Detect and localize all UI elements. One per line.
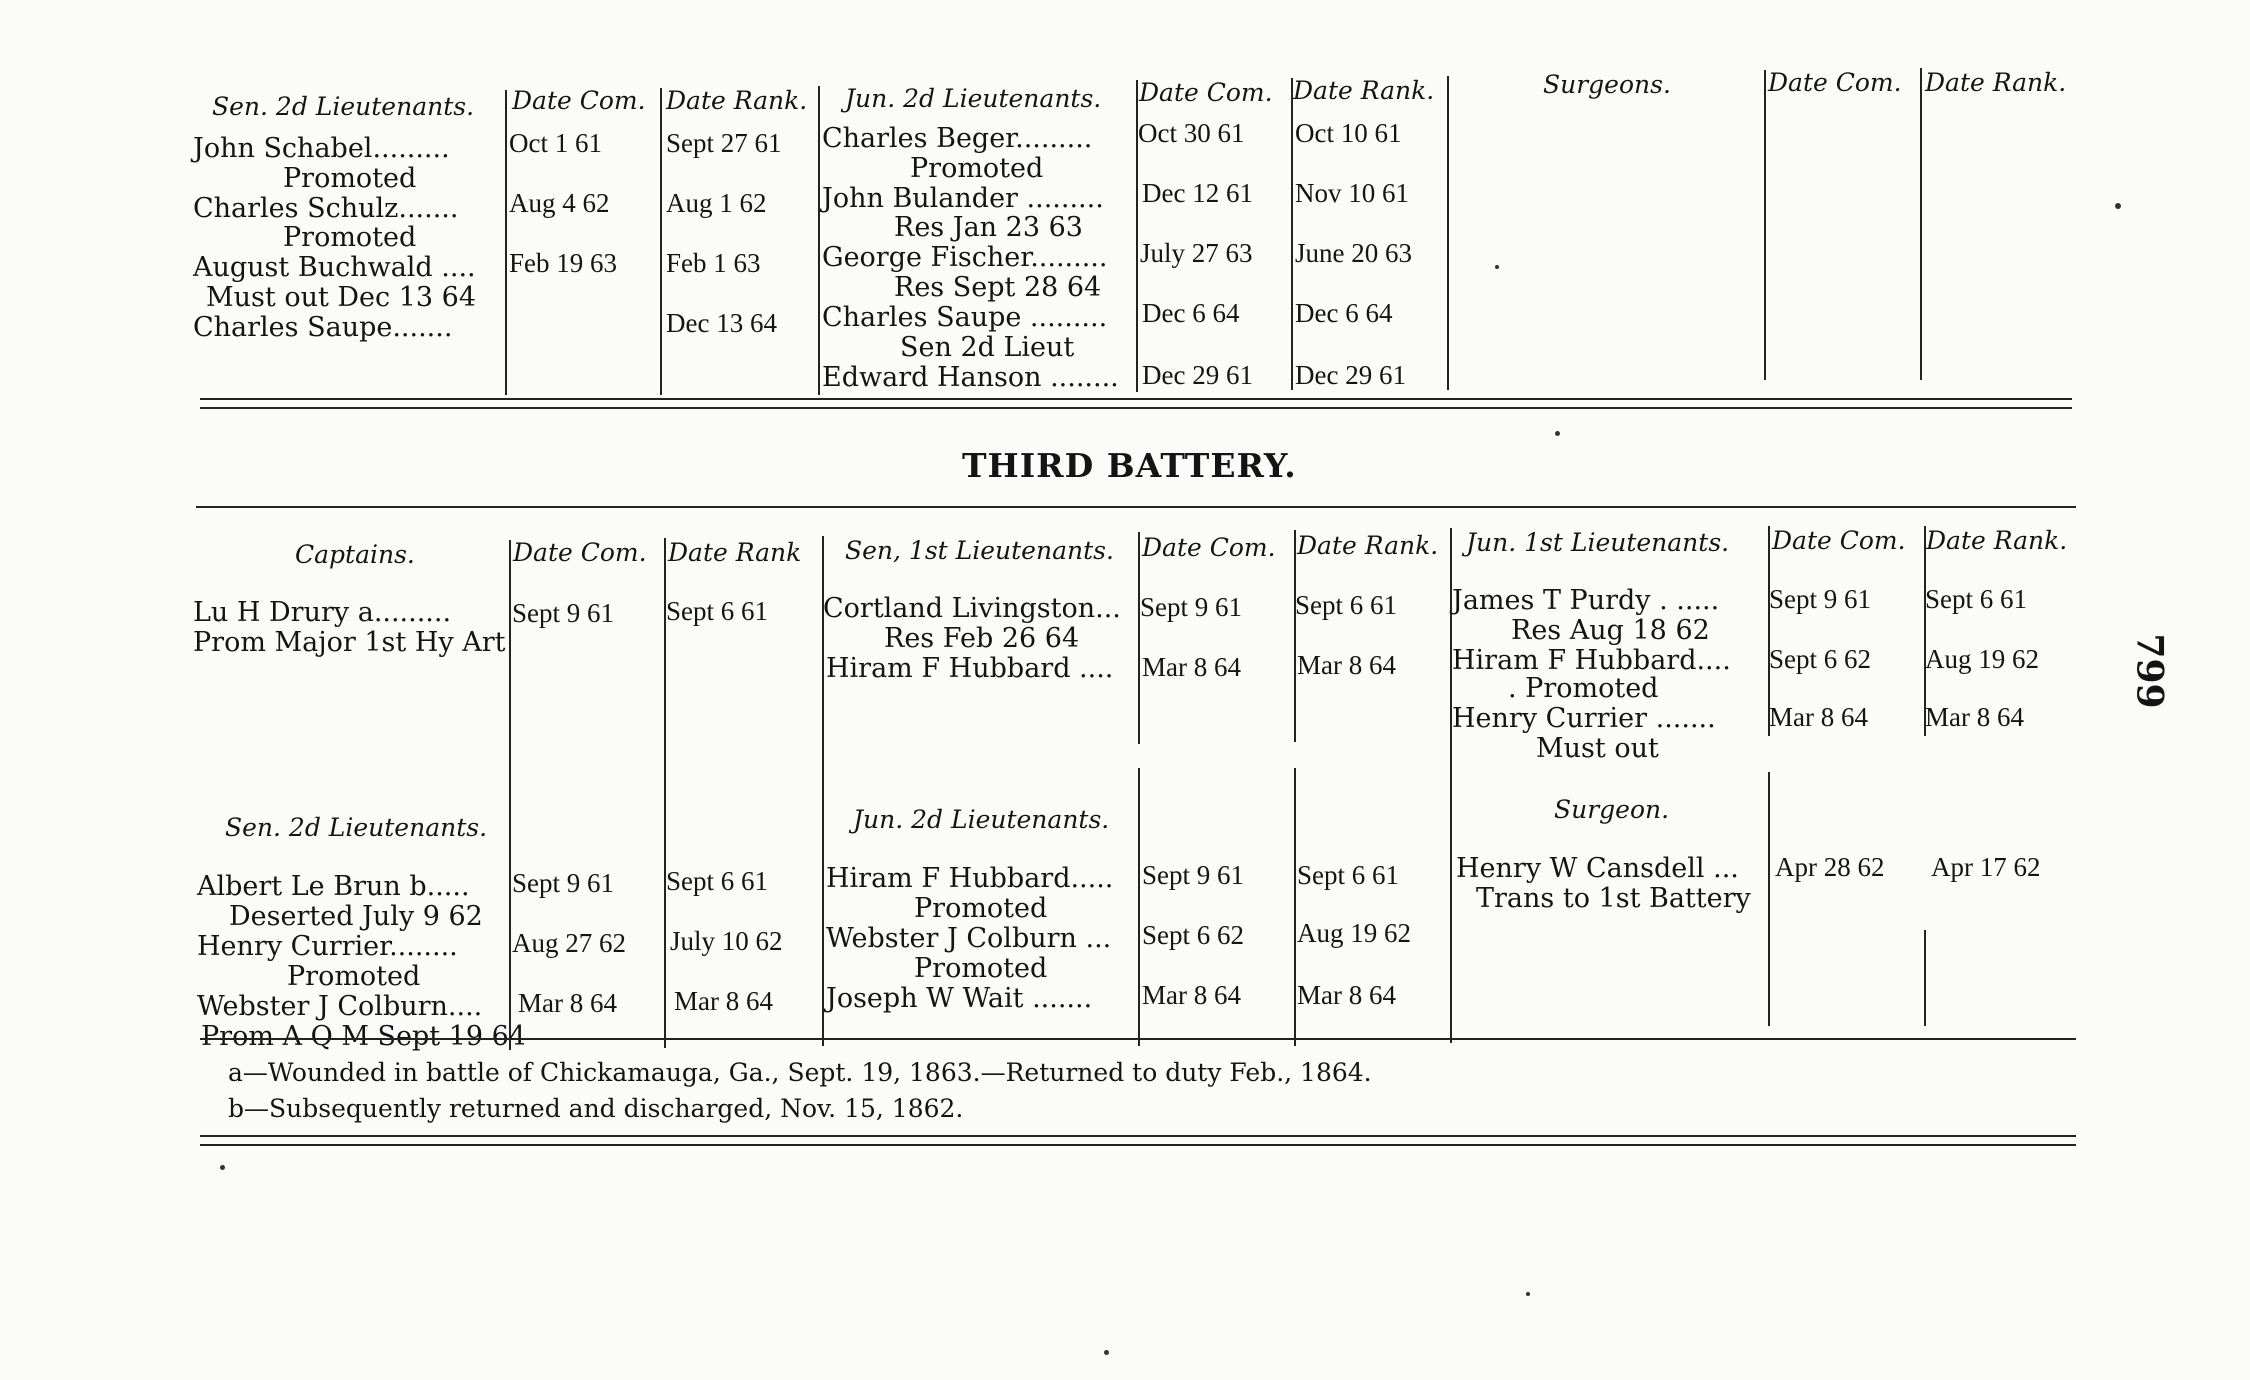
- column-rule: [1138, 532, 1140, 744]
- table-rule: [200, 398, 2072, 400]
- date-rank: Apr 17 62: [1931, 852, 2041, 882]
- header-date-com: Date Com.: [1142, 533, 1276, 562]
- officer-note: Trans to 1st Battery: [1476, 883, 1751, 914]
- print-speck: [1104, 1350, 1109, 1355]
- date-rank: July 10 62: [670, 926, 783, 956]
- officer-note: Promoted: [287, 961, 421, 992]
- date-rank: Sept 6 61: [666, 596, 769, 626]
- officer-name: Charles Beger.........: [822, 123, 1093, 154]
- date-com: Mar 8 64: [1142, 652, 1241, 682]
- date-com: Feb 19 63: [509, 248, 617, 278]
- officer-name: Webster J Colburn ...: [826, 923, 1112, 954]
- date-com: Dec 6 64: [1142, 298, 1240, 328]
- header-date-rank: Date Rank: [668, 538, 802, 567]
- officer-name: Cortland Livingston...: [823, 593, 1121, 624]
- officer-name: John Schabel.........: [193, 133, 450, 164]
- date-rank: Nov 10 61: [1295, 178, 1409, 208]
- header-sen-2d-lieutenants: Sen. 2d Lieutenants.: [225, 813, 488, 842]
- date-com: Aug 4 62: [509, 188, 610, 218]
- officer-note: Must out Dec 13 64: [206, 282, 477, 313]
- date-com: Mar 8 64: [1142, 980, 1241, 1010]
- officer-note: Promoted: [914, 953, 1048, 984]
- officer-name: Edward Hanson ........: [822, 362, 1119, 393]
- officer-name: Hiram F Hubbard.....: [826, 863, 1114, 894]
- officer-name: Henry Currier........: [197, 931, 458, 962]
- header-sen-2d-lieutenants: Sen. 2d Lieutenants.: [212, 92, 475, 121]
- header-jun-2d-lieutenants: Jun. 2d Lieutenants.: [853, 805, 1110, 834]
- officer-note: Prom A Q M Sept 19 64: [201, 1021, 527, 1052]
- header-surgeons: Surgeons.: [1543, 70, 1671, 99]
- officer-name: Henry W Cansdell ...: [1456, 853, 1739, 884]
- column-rule: [1768, 526, 1770, 736]
- officer-name: Henry Currier .......: [1452, 703, 1716, 734]
- officer-note: Deserted July 9 62: [229, 901, 483, 932]
- footnote-rule: [200, 1144, 2076, 1146]
- column-rule: [1294, 530, 1296, 742]
- footnote-rule: [200, 1135, 2076, 1137]
- date-rank: Dec 29 61: [1295, 360, 1406, 390]
- column-rule: [1920, 68, 1922, 380]
- column-rule: [1768, 772, 1770, 1026]
- officer-note: Promoted: [914, 893, 1048, 924]
- officer-name: August Buchwald ....: [193, 252, 476, 283]
- header-jun-2d-lieutenants: Jun. 2d Lieutenants.: [845, 84, 1102, 113]
- officer-note: . Promoted: [1508, 673, 1659, 704]
- date-rank: Sept 6 61: [1297, 860, 1400, 890]
- column-rule: [1294, 768, 1296, 1046]
- date-com: Dec 29 61: [1142, 360, 1253, 390]
- header-date-rank: Date Rank.: [1926, 526, 2068, 555]
- section-title: THIRD BATTERY.: [962, 446, 1297, 485]
- officer-name: Webster J Colburn....: [197, 991, 483, 1022]
- date-com: Mar 8 64: [1769, 702, 1868, 732]
- officer-note: Res Jan 23 63: [894, 212, 1083, 243]
- header-captains: Captains.: [295, 540, 415, 569]
- date-rank: June 20 63: [1295, 238, 1412, 268]
- officer-note: Res Feb 26 64: [884, 623, 1080, 654]
- date-rank: Sept 6 61: [1295, 590, 1398, 620]
- officer-note: Promoted: [283, 163, 417, 194]
- header-date-com: Date Com.: [513, 538, 647, 567]
- date-rank: Sept 6 61: [1925, 584, 2028, 614]
- date-com: Sept 9 61: [1769, 584, 1872, 614]
- date-com: Mar 8 64: [518, 988, 617, 1018]
- header-date-com: Date Com.: [512, 86, 646, 115]
- column-rule: [505, 90, 507, 395]
- date-com: Sept 9 61: [512, 868, 615, 898]
- column-rule: [1764, 70, 1766, 380]
- date-rank: Mar 8 64: [674, 986, 773, 1016]
- header-surgeon: Surgeon.: [1554, 795, 1670, 824]
- officer-name: Hiram F Hubbard....: [1452, 645, 1731, 676]
- officer-note: Res Sept 28 64: [894, 272, 1102, 303]
- column-rule: [509, 540, 511, 1050]
- column-rule: [1136, 80, 1138, 392]
- date-rank: Mar 8 64: [1297, 980, 1396, 1010]
- officer-name: Charles Schulz.......: [193, 193, 459, 224]
- column-rule: [822, 536, 824, 1046]
- date-rank: Dec 13 64: [666, 308, 777, 338]
- page-number: 799: [2128, 633, 2171, 709]
- date-rank: Mar 8 64: [1925, 702, 2024, 732]
- date-rank: Aug 19 62: [1297, 918, 1411, 948]
- column-rule: [664, 538, 666, 1048]
- officer-name: George Fischer.........: [822, 242, 1108, 273]
- officer-note: Res Aug 18 62: [1511, 615, 1710, 646]
- officer-note: Sen 2d Lieut: [900, 332, 1075, 363]
- date-com: Aug 27 62: [512, 928, 626, 958]
- column-rule: [1291, 78, 1293, 390]
- date-com: Oct 1 61: [509, 128, 602, 158]
- header-date-rank: Date Rank.: [1297, 531, 1439, 560]
- footnote-a: a—Wounded in battle of Chickamauga, Ga., Sept. 19, 1863.—Returned to duty Feb., 1864.: [228, 1058, 1372, 1087]
- officer-note: Promoted: [283, 222, 417, 253]
- officer-name: Hiram F Hubbard ....: [826, 653, 1114, 684]
- header-jun-1st-lieutenants: Jun. 1st Lieutenants.: [1466, 528, 1730, 557]
- date-rank: Aug 19 62: [1925, 644, 2039, 674]
- header-date-com: Date Com.: [1772, 526, 1906, 555]
- header-sen-1st-lieutenants: Sen, 1st Lieutenants.: [845, 536, 1114, 565]
- officer-name: Charles Saupe .........: [822, 302, 1108, 333]
- officer-name: Charles Saupe.......: [193, 312, 453, 343]
- date-com: Oct 30 61: [1138, 118, 1245, 148]
- date-com: Sept 6 62: [1142, 920, 1245, 950]
- table-rule: [200, 1038, 2076, 1040]
- officer-name: John Bulander .........: [822, 183, 1104, 214]
- print-speck: [220, 1165, 225, 1170]
- date-rank: Aug 1 62: [666, 188, 767, 218]
- header-date-rank: Date Rank.: [1293, 76, 1435, 105]
- header-date-rank: Date Rank.: [666, 86, 808, 115]
- officer-name: James T Purdy . .....: [1452, 585, 1720, 616]
- header-date-com: Date Com.: [1139, 78, 1273, 107]
- date-rank: Dec 6 64: [1295, 298, 1393, 328]
- date-com: Sept 9 61: [512, 598, 615, 628]
- date-com: Sept 9 61: [1142, 860, 1245, 890]
- print-speck: [1495, 265, 1499, 269]
- header-date-rank: Date Rank.: [1925, 68, 2067, 97]
- date-com: Apr 28 62: [1775, 852, 1885, 882]
- date-rank: Sept 6 61: [666, 866, 769, 896]
- date-rank: Feb 1 63: [666, 248, 761, 278]
- print-speck: [1526, 1292, 1530, 1296]
- table-rule: [200, 407, 2072, 409]
- officer-name: Joseph W Wait .......: [826, 983, 1093, 1014]
- header-date-com: Date Com.: [1768, 68, 1902, 97]
- date-rank: Mar 8 64: [1297, 650, 1396, 680]
- print-speck: [2115, 203, 2121, 209]
- officer-note: Must out: [1536, 733, 1659, 764]
- date-com: Sept 6 62: [1769, 644, 1872, 674]
- print-speck: [1555, 431, 1560, 436]
- footnote-b: b—Subsequently returned and discharged, Nov. 15, 1862.: [228, 1094, 964, 1123]
- column-rule: [1924, 930, 1926, 1026]
- date-rank: Sept 27 61: [666, 128, 782, 158]
- date-rank: Oct 10 61: [1295, 118, 1402, 148]
- column-rule: [660, 88, 662, 395]
- column-rule: [1450, 528, 1452, 1043]
- date-com: July 27 63: [1140, 238, 1253, 268]
- column-rule: [818, 86, 820, 395]
- officer-name: Lu H Drury a.........: [193, 597, 452, 628]
- officer-name: Albert Le Brun b.....: [197, 871, 470, 902]
- date-com: Sept 9 61: [1140, 592, 1243, 622]
- officer-note: Prom Major 1st Hy Art: [193, 627, 506, 658]
- officer-note: Promoted: [910, 153, 1044, 184]
- column-rule: [1924, 526, 1926, 736]
- table-rule: [196, 506, 2076, 508]
- date-com: Dec 12 61: [1142, 178, 1253, 208]
- column-rule: [1447, 76, 1449, 390]
- column-rule: [1138, 768, 1140, 1046]
